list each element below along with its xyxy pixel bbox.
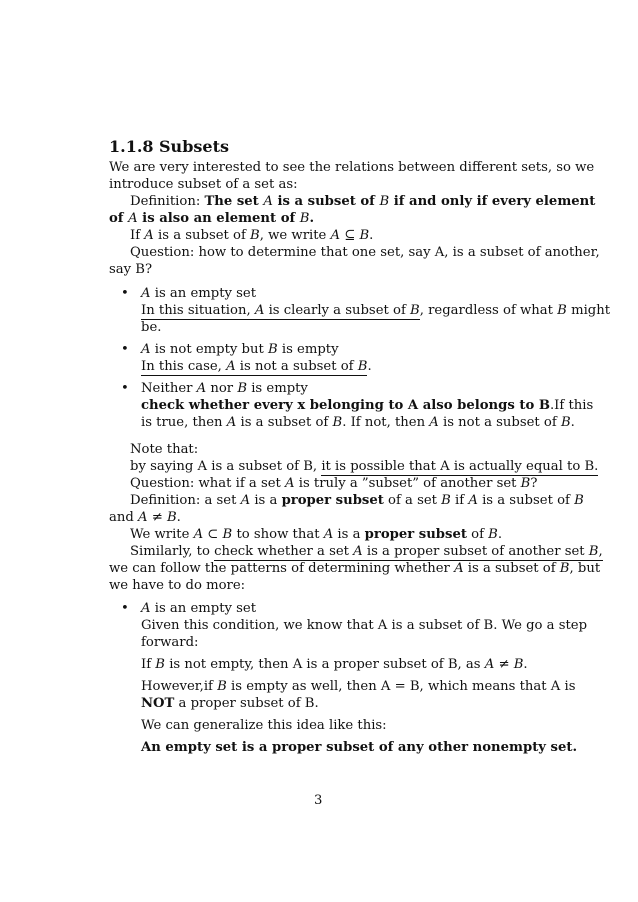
math-var: B (441, 493, 451, 508)
bullet-marker: • (121, 381, 129, 396)
bold-text: NOT (141, 696, 175, 711)
bullet-4-para-2 (141, 656, 528, 673)
text: is a proper subset of another set (362, 544, 589, 559)
math-var: B (588, 544, 599, 559)
similarly-line-3: we have to do more: (109, 578, 246, 593)
bullet-4-line-1 (141, 600, 256, 617)
text: is a subset of (477, 493, 575, 508)
math-var: A (429, 415, 439, 430)
math-var: A (226, 415, 237, 430)
text: might (566, 303, 611, 318)
math-var: A (353, 544, 363, 559)
definition-bold: is a subset of (272, 194, 380, 209)
text: and (109, 510, 138, 525)
math-var: A (263, 194, 273, 209)
math-expr: A ⊂ B (193, 527, 233, 542)
math-var: B (217, 679, 227, 694)
math-var: A (144, 228, 154, 243)
bold-text: proper subset (364, 527, 467, 542)
text: , we write (259, 228, 331, 243)
text: is an empty set (150, 601, 257, 616)
text: is a subset of (463, 561, 560, 576)
question-2-line (130, 475, 537, 492)
math-var: A (196, 381, 207, 396)
bullet-4-line-2: Given this condition, we know that A is a subset of B. We go a step (141, 618, 588, 633)
math-var: B (332, 415, 343, 430)
math-var: B (488, 527, 498, 542)
math-var: A (141, 601, 151, 616)
text: , regardless of what (419, 303, 558, 318)
math-var: B (237, 381, 248, 396)
question-line-1: Question: how to determine that one set, say A, is a subset of another, (130, 245, 600, 260)
text: Question: what if a set (130, 476, 286, 491)
text: is not a subset of (438, 415, 561, 430)
bold-text: proper subset (281, 493, 384, 508)
math-expr: A ≠ B (484, 657, 524, 672)
bullet-marker: • (121, 342, 129, 357)
text: is an empty set (150, 286, 257, 301)
text: is also an element of (137, 211, 300, 226)
math-var: B (299, 211, 310, 226)
text: . (176, 510, 181, 525)
math-var: B (520, 476, 531, 491)
text: is not empty but (150, 342, 268, 357)
text: If (141, 657, 156, 672)
text: of (466, 527, 489, 542)
math-var: A (128, 211, 138, 226)
text: We write (130, 527, 194, 542)
text: is a subset of (236, 415, 333, 430)
bullet-1-line-2 (141, 302, 611, 319)
definition-bold: The set (204, 194, 264, 209)
text: . (369, 228, 374, 243)
text: if (450, 493, 469, 508)
definition-label: Definition: (130, 194, 205, 209)
underlined-text (141, 303, 420, 320)
intro-line-1: We are very interested to see the relations between different sets, so we (109, 160, 595, 175)
text: to show that (232, 527, 324, 542)
text: check whether a set (214, 544, 354, 559)
math-var: B (410, 303, 420, 318)
math-var: B (357, 359, 368, 374)
page-number: 3 (314, 793, 323, 808)
text: . (309, 211, 315, 226)
bullet-2-line-1 (141, 341, 339, 358)
text: Similarly, to (130, 544, 215, 559)
question-line-2: say B? (109, 262, 153, 277)
text: . (497, 527, 503, 542)
text: Definition: a set (130, 493, 241, 508)
math-var: A (323, 527, 334, 542)
bullet-4-para-4: We can generalize this idea like this: (141, 718, 387, 733)
text: . (570, 415, 575, 430)
bullet-4-line-3: forward: (141, 635, 199, 650)
bullet-marker: • (121, 286, 129, 301)
text: However,if (141, 679, 218, 694)
text: is empty (247, 381, 308, 396)
math-expr: A ≠ B (138, 510, 177, 525)
math-var: B (560, 415, 571, 430)
underlined-text (214, 544, 603, 561)
bullet-1-line-1 (141, 285, 256, 302)
text: is empty (277, 342, 339, 357)
bullet-3-line-1 (141, 380, 308, 397)
math-var: B (155, 657, 165, 672)
math-var: A (468, 493, 478, 508)
text: by saying A is a subset of B, (130, 459, 322, 474)
math-var: B (250, 228, 260, 243)
text: is a subset of (153, 228, 251, 243)
text: In this case, (141, 359, 227, 374)
text: is a (250, 493, 282, 508)
bullet-4-para-3-line-1 (141, 678, 576, 695)
text: of a set (383, 493, 442, 508)
definition-2-line-2 (109, 509, 181, 526)
section-title: Subsets (159, 137, 229, 156)
text: of (109, 211, 129, 226)
bullet-2-line-2 (141, 358, 372, 375)
math-var: A (285, 476, 295, 491)
text: is empty as well, then A = B, which means that A is (226, 679, 576, 694)
text: . If not, then (342, 415, 430, 430)
math-var: B (379, 194, 390, 209)
definition-2-line-1 (130, 492, 584, 509)
text: In this situation, (141, 303, 255, 318)
math-var: A (141, 286, 151, 301)
text: ? (530, 476, 538, 491)
math-var: A (226, 359, 236, 374)
text: Neither (141, 381, 197, 396)
math-expr: A ⊆ B (330, 228, 370, 243)
bullet-3-line-2 (141, 397, 594, 414)
bullet-3-line-3 (141, 414, 575, 431)
math-var: B (267, 342, 278, 357)
bold-text: check whether every x belonging to A also belongs to B (141, 398, 550, 413)
underlined-text (141, 359, 367, 376)
text: we can follow the patterns of determining whether (109, 561, 455, 576)
definition-bold: if and only if every element (389, 194, 596, 209)
text: If (130, 228, 145, 243)
math-var: A (240, 493, 251, 508)
note-line-1: Note that: (130, 442, 199, 457)
math-var: B (557, 303, 567, 318)
underlined-text: it is possible that A is actually equal to B. (321, 459, 599, 474)
text: is clearly a subset of (264, 303, 411, 318)
text: nor (206, 381, 238, 396)
text: is not a subset of (235, 359, 358, 374)
text: . (367, 359, 372, 374)
text: is truly a ”subset” of another set (294, 476, 521, 491)
notation-line (130, 227, 373, 244)
write-line (130, 526, 502, 543)
bullet-4-para-5: An empty set is a proper subset of any other nonempty set. (141, 740, 578, 755)
similarly-line-1 (130, 543, 603, 560)
math-var: B (559, 561, 570, 576)
text: a proper subset of B. (174, 696, 319, 711)
text: , but (569, 561, 601, 576)
definition-line-1 (130, 193, 596, 210)
section-number: 1.1.8 (109, 137, 154, 156)
bullet-4-para-3-line-2 (141, 695, 319, 712)
note-line-2 (130, 458, 598, 475)
text: , (598, 544, 603, 559)
math-var: A (454, 561, 464, 576)
similarly-line-2 (109, 560, 601, 577)
bullet-marker: • (121, 601, 129, 616)
text: .If this (549, 398, 594, 413)
bullet-1-line-3: be. (141, 320, 162, 335)
text: is true, then (141, 415, 227, 430)
math-var: A (141, 342, 151, 357)
intro-line-2: introduce subset of a set as: (109, 177, 298, 192)
definition-line-2 (109, 210, 314, 227)
text: . (523, 657, 528, 672)
text: is not empty, then A is a proper subset of B, as (165, 657, 485, 672)
text: is a (333, 527, 365, 542)
math-var: B (574, 493, 584, 508)
section-heading (109, 137, 229, 156)
math-var: A (254, 303, 265, 318)
